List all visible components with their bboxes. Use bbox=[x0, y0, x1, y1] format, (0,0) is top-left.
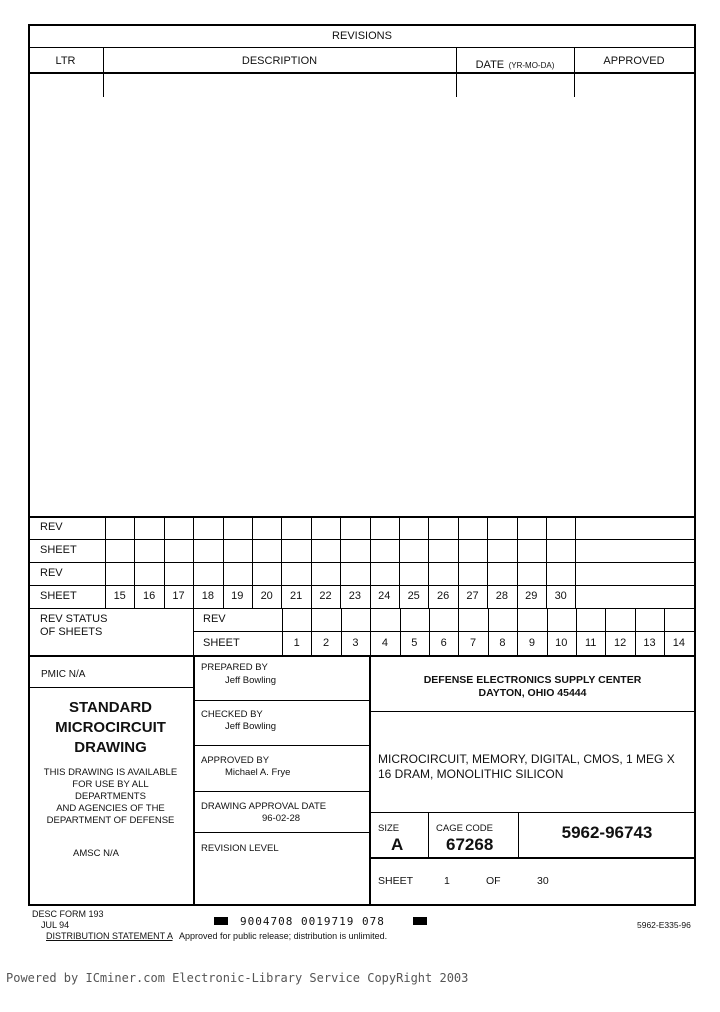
sheet-total: 30 bbox=[537, 875, 549, 887]
sheet-number-upper: 21 bbox=[289, 590, 303, 602]
prepared-by-label: PREPARED BY bbox=[201, 662, 268, 673]
approved-by-name: Michael A. Frye bbox=[225, 767, 291, 778]
availability-statement: THIS DRAWING IS AVAILABLE FOR USE BY ALL DEPARTMENTS AND AGENCIES OF THE DEPARTMENT OF DEFENSE bbox=[43, 767, 178, 826]
sheet-number-upper: 16 bbox=[142, 590, 156, 602]
sheet-number-upper: 25 bbox=[407, 590, 420, 602]
distribution-label: DISTRIBUTION STATEMENT A bbox=[46, 931, 173, 941]
sheet-number-upper: 18 bbox=[201, 590, 214, 602]
agency-name: DEFENSE ELECTRONICS SUPPLY CENTER bbox=[423, 674, 642, 686]
form-id: DESC FORM 193 bbox=[32, 909, 104, 919]
sheet-label: SHEET bbox=[378, 875, 414, 887]
sheet-number-lower: 13 bbox=[643, 637, 656, 649]
barcode-bar-left bbox=[214, 917, 228, 925]
sheet-number-upper: 15 bbox=[113, 590, 126, 602]
sheet-number-upper: 23 bbox=[348, 590, 361, 602]
sheet-label-lower: SHEET bbox=[203, 637, 240, 649]
sheet-number-lower: 9 bbox=[528, 637, 535, 649]
sheet-number-upper: 26 bbox=[436, 590, 450, 602]
sheet-number-upper: 20 bbox=[260, 590, 273, 602]
amsc-label: AMSC N/A bbox=[73, 848, 119, 859]
agency-location: DAYTON, OHIO 45444 bbox=[478, 687, 587, 699]
sheet-number-upper: 27 bbox=[466, 590, 479, 602]
sheet-number-upper: 24 bbox=[378, 590, 391, 602]
distribution-statement bbox=[46, 931, 387, 941]
sheet-number-lower: 2 bbox=[323, 637, 330, 649]
sheet-number-upper: 30 bbox=[554, 590, 567, 602]
col-date: DATE (YR-MO-DA) bbox=[475, 59, 555, 71]
drawing-number: 5962-96743 bbox=[561, 823, 653, 842]
form-number: 5962-E335-96 bbox=[637, 920, 691, 930]
revisions-title: REVISIONS bbox=[332, 30, 392, 42]
sheet-number-lower: 11 bbox=[584, 637, 597, 649]
sheet-of: OF bbox=[486, 875, 501, 887]
col-ltr: LTR bbox=[55, 55, 76, 67]
sheet-number-lower: 6 bbox=[440, 637, 447, 649]
sheet-number-lower: 10 bbox=[555, 637, 568, 649]
sheet-number-lower: 14 bbox=[672, 637, 685, 649]
sheet-number-lower: 3 bbox=[352, 637, 359, 649]
sheet-number-lower: 1 bbox=[293, 637, 300, 649]
sheet-number-lower: 8 bbox=[499, 637, 506, 649]
size-label: SIZE bbox=[378, 823, 400, 834]
rev-label-2: REV bbox=[40, 567, 63, 579]
sheet-number-upper: 22 bbox=[319, 590, 332, 602]
barcode-text: 9004708 0019719 078 bbox=[240, 915, 385, 928]
prepared-by-name: Jeff Bowling bbox=[225, 675, 277, 686]
powered-by-line: Powered by ICminer.com Electronic-Library Service CopyRight 2003 bbox=[6, 971, 469, 985]
rev-label-lower: REV bbox=[203, 613, 226, 625]
approval-date-label: DRAWING APPROVAL DATE bbox=[201, 801, 327, 812]
drawing-type-title: STANDARD MICROCIRCUIT DRAWING bbox=[55, 699, 166, 756]
cage-code-label: CAGE CODE bbox=[436, 823, 494, 834]
approval-date-value: 96-02-28 bbox=[262, 813, 301, 824]
sheet-number-upper: 19 bbox=[231, 590, 244, 602]
distribution-text: Approved for public release; distribution is unlimited. bbox=[179, 931, 388, 941]
sheet-label-2: SHEET bbox=[40, 590, 77, 602]
checked-by-name: Jeff Bowling bbox=[225, 721, 277, 732]
rev-label-1: REV bbox=[40, 521, 63, 533]
part-title: MICROCIRCUIT, MEMORY, DIGITAL, CMOS, 1 MEG X 16 DRAM, MONOLITHIC SILICON bbox=[378, 752, 675, 781]
barcode-bar-right bbox=[413, 917, 427, 925]
sheet-label-1: SHEET bbox=[40, 544, 77, 556]
pmic-label: PMIC N/A bbox=[41, 669, 86, 680]
agency-block bbox=[369, 674, 696, 700]
size-value: A bbox=[391, 835, 404, 854]
sheet-number-upper: 28 bbox=[495, 590, 508, 602]
checked-by-label: CHECKED BY bbox=[201, 709, 263, 720]
form-date: JUL 94 bbox=[41, 920, 70, 930]
sheet-number-lower: 4 bbox=[381, 637, 388, 649]
sheet-current: 1 bbox=[444, 875, 450, 887]
sheet-number-lower: 7 bbox=[470, 637, 477, 649]
col-approved: APPROVED bbox=[603, 55, 665, 67]
rev-status-label: REV STATUS OF SHEETS bbox=[40, 613, 108, 638]
col-description: DESCRIPTION bbox=[241, 55, 318, 67]
sheet-number-upper: 29 bbox=[525, 590, 538, 602]
revision-level-label: REVISION LEVEL bbox=[201, 843, 279, 854]
sheet-number-upper: 17 bbox=[172, 590, 185, 602]
sheet-number-lower: 12 bbox=[613, 637, 627, 649]
approved-by-label: APPROVED BY bbox=[201, 755, 270, 766]
sheet-number-lower: 5 bbox=[411, 637, 418, 649]
cage-code-value: 67268 bbox=[446, 835, 494, 854]
